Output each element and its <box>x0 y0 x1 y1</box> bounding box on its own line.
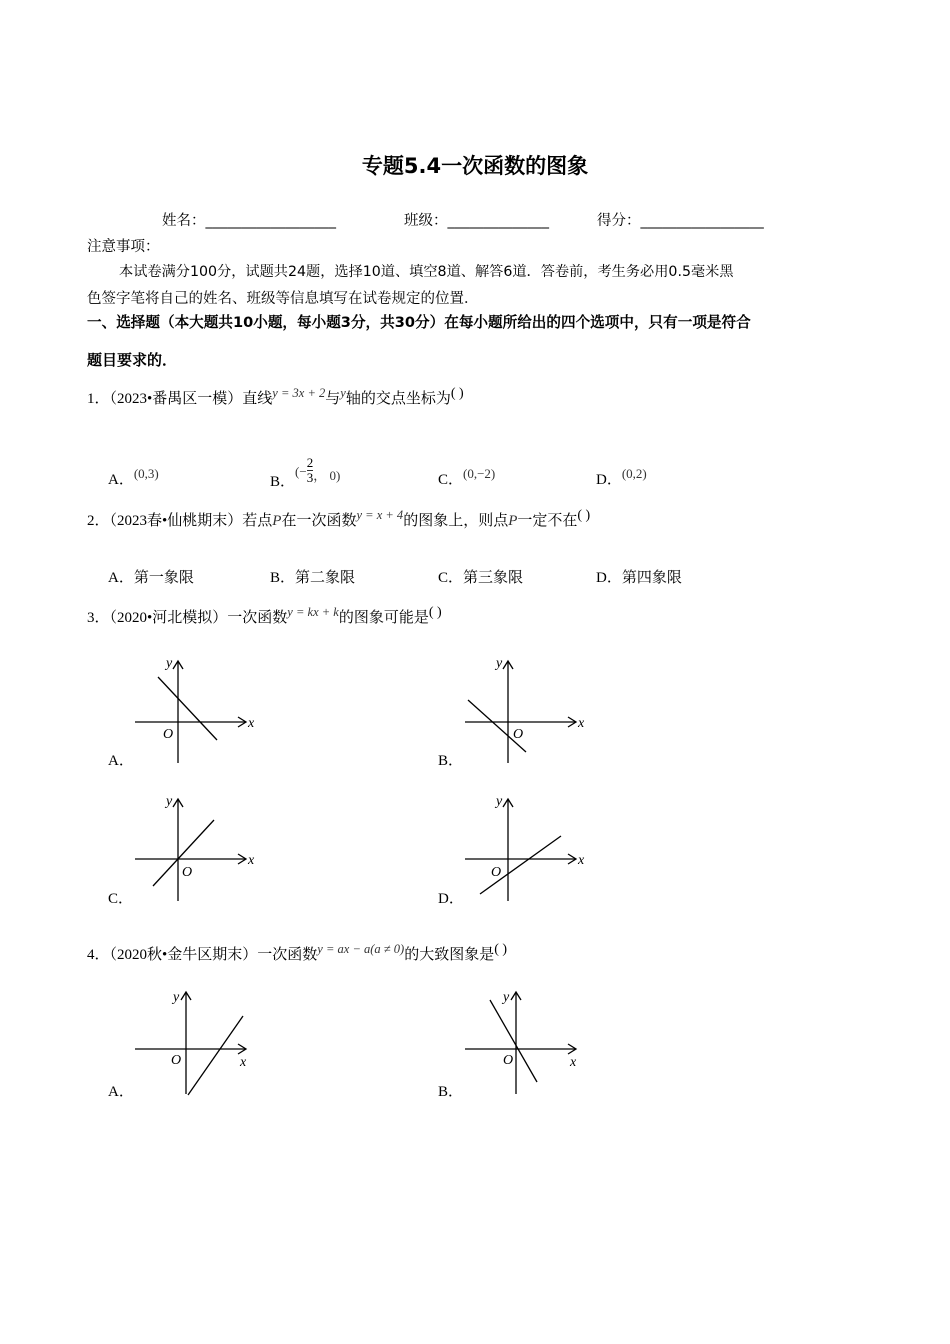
math-variable: P <box>272 513 282 529</box>
option-value: ， 0) <box>313 467 341 483</box>
notes-line-1: 本试卷满分100分，试题共24题，选择10道、填空8道、解答6道．答卷前，考生务必用0.5毫米黑 <box>119 264 734 280</box>
question-source: （2020秋•金牛区期末）一次函数 <box>109 947 318 963</box>
q4-option-a[interactable]: A． <box>108 1084 134 1100</box>
q4-graph-b[interactable] <box>460 983 590 1098</box>
option-label: C． <box>438 472 464 488</box>
question-text: 与 <box>325 391 341 407</box>
math-expression: y = x + 4 <box>356 508 404 522</box>
option-value: 第二象限 <box>295 570 356 586</box>
q3-option-c[interactable]: C． <box>108 891 134 907</box>
option-label: B． <box>270 570 296 586</box>
x-axis-label: x <box>248 853 255 868</box>
q3-graph-a[interactable] <box>130 652 260 767</box>
question-number: 2． <box>87 513 110 529</box>
y-axis-label: y <box>496 794 503 809</box>
origin-label: O <box>163 727 174 742</box>
name-label: 姓名： <box>162 213 206 229</box>
q1-option-b[interactable] <box>270 455 341 497</box>
q4-option-b[interactable]: B． <box>438 1084 464 1100</box>
question-source: （2023•番禺区一模）直线 <box>109 391 273 407</box>
option-value: 第三象限 <box>463 570 524 586</box>
score-blank: _________________ <box>640 213 764 229</box>
x-axis-label: x <box>240 1055 247 1070</box>
question-2 <box>87 509 590 530</box>
class-blank: ______________ <box>447 213 549 229</box>
notes-line-2: 色签字笔将自己的姓名、班级等信息填写在试卷规定的位置． <box>87 291 479 307</box>
question-text: 在一次函数 <box>281 513 357 529</box>
math-variable: y <box>340 386 346 400</box>
question-text: 的图象可能是 <box>338 610 429 626</box>
function-line <box>490 1000 537 1082</box>
q3-option-d[interactable]: D． <box>438 891 464 907</box>
question-text: 的图象上，则点 <box>403 513 509 529</box>
question-text: 一定不在 <box>517 513 578 529</box>
q3-graph-c[interactable] <box>130 790 260 905</box>
fraction-denominator: 3 <box>306 470 314 485</box>
class-field <box>404 209 549 230</box>
option-value: (− <box>295 463 307 479</box>
q3-graph-b[interactable] <box>460 652 590 767</box>
q1-option-d[interactable] <box>596 468 647 489</box>
math-expression: y = ax − a(a ≠ 0) <box>317 942 405 956</box>
q3-graph-d[interactable] <box>460 790 590 905</box>
question-number: 3． <box>87 610 110 626</box>
question-number: 4． <box>87 947 110 963</box>
q2-option-d[interactable] <box>596 566 682 587</box>
origin-label: O <box>503 1053 514 1068</box>
q1-option-a[interactable] <box>108 468 159 489</box>
y-axis-label: y <box>503 990 510 1005</box>
answer-bracket: ( ) <box>577 508 591 523</box>
section-heading-line-2: 题目要求的． <box>87 351 178 369</box>
name-blank: __________________ <box>205 213 336 229</box>
function-line <box>188 1016 243 1095</box>
question-number: 1． <box>87 391 110 407</box>
origin-label: O <box>513 727 524 742</box>
option-label: A． <box>108 570 134 586</box>
y-axis-label: y <box>496 656 503 671</box>
answer-bracket: ( ) <box>450 386 464 401</box>
math-variable: P <box>508 513 518 529</box>
question-text: 的大致图象是 <box>404 947 495 963</box>
function-line <box>468 700 526 752</box>
option-value: 第四象限 <box>621 570 682 586</box>
x-axis-label: x <box>248 716 255 731</box>
x-axis-label: x <box>578 853 585 868</box>
option-label: D． <box>596 570 622 586</box>
math-expression: y = kx + k <box>287 605 339 619</box>
notes-heading: 注意事项： <box>87 239 160 255</box>
y-axis-label: y <box>166 794 173 809</box>
question-3 <box>87 606 442 627</box>
page-title: 专题5.4一次函数的图象 <box>361 154 589 178</box>
q4-graph-a[interactable] <box>130 983 260 1098</box>
fraction-numerator: 2 <box>306 455 314 470</box>
answer-bracket: ( ) <box>494 942 508 957</box>
q2-option-c[interactable] <box>438 566 523 587</box>
math-expression: y = 3x + 2 <box>272 386 326 400</box>
option-value: (0,3) <box>133 466 159 481</box>
option-value: (0,2) <box>621 466 647 481</box>
q2-option-b[interactable] <box>270 566 355 587</box>
question-source: （2020•河北模拟）一次函数 <box>109 610 288 626</box>
section-heading-line-1: 一、选择题（本大题共10小题，每小题3分，共30分）在每小题所给出的四个选项中，只有一项是符合 <box>87 314 751 331</box>
name-field <box>162 209 336 230</box>
origin-label: O <box>171 1053 182 1068</box>
option-label: C． <box>438 570 464 586</box>
option-value: 第一象限 <box>133 570 194 586</box>
score-field <box>597 209 764 230</box>
q1-option-c[interactable] <box>438 468 495 489</box>
answer-bracket: ( ) <box>428 605 442 620</box>
x-axis-label: x <box>578 716 585 731</box>
q3-option-a[interactable]: A． <box>108 753 134 769</box>
score-label: 得分： <box>597 213 641 229</box>
y-axis-label: y <box>166 656 173 671</box>
option-label: D． <box>596 472 622 488</box>
y-axis-label: y <box>173 990 180 1005</box>
question-1 <box>87 387 464 408</box>
question-source: （2023春•仙桃期末）若点 <box>109 513 273 529</box>
origin-label: O <box>182 865 193 880</box>
x-axis-label: x <box>570 1055 577 1070</box>
question-4 <box>87 943 507 964</box>
option-label: B． <box>270 473 296 490</box>
origin-label: O <box>491 865 502 880</box>
q3-option-b[interactable]: B． <box>438 753 464 769</box>
q2-option-a[interactable] <box>108 566 194 587</box>
class-label: 班级： <box>404 213 448 229</box>
option-label: A． <box>108 472 134 488</box>
option-value: (0,−2) <box>463 466 496 481</box>
question-text: 轴的交点坐标为 <box>345 391 451 407</box>
